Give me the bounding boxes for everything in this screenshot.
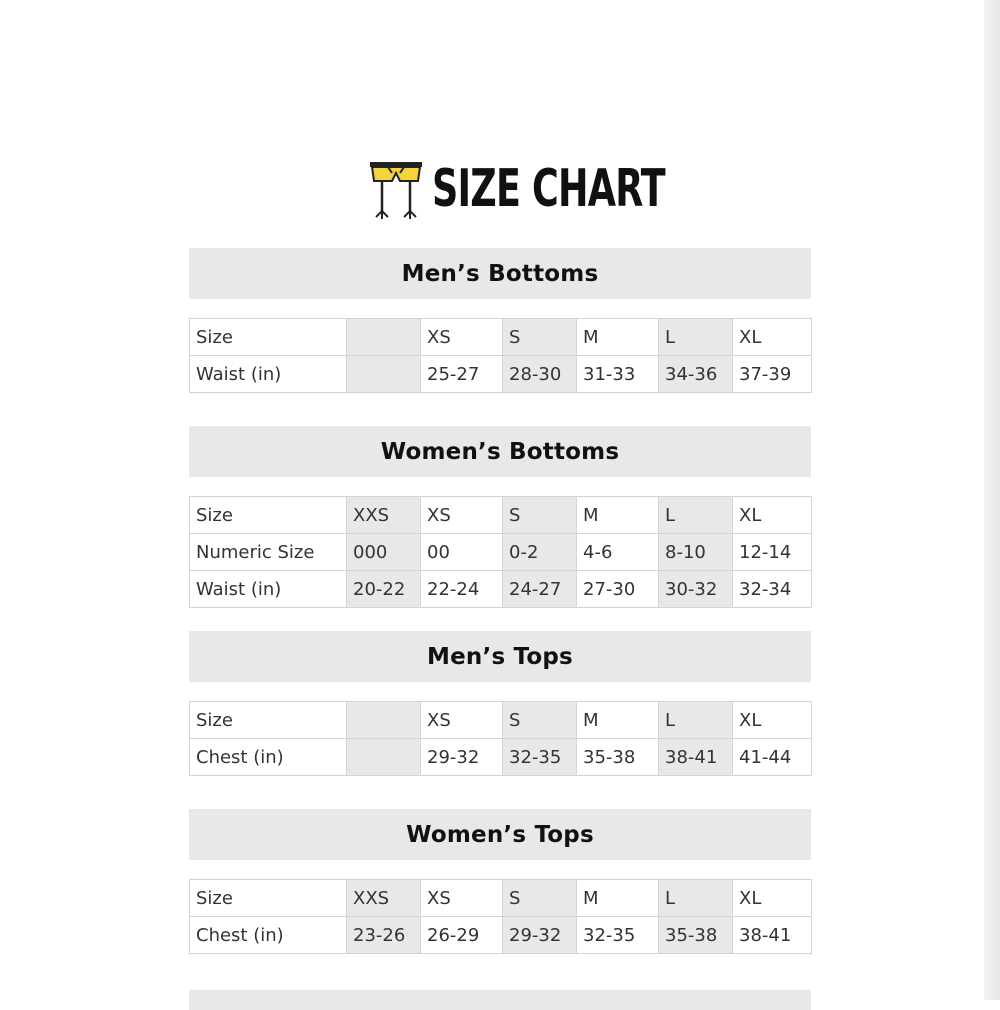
table-cell: XL [733,702,812,739]
table-cell: 0-2 [503,534,577,571]
size-table-womens-tops [189,879,812,954]
table-cell: XS [421,702,503,739]
row-label: Waist (in) [190,356,347,393]
table-cell: 41-44 [733,739,812,776]
table-cell: 37-39 [733,356,812,393]
table-cell: 38-41 [659,739,733,776]
table-cell: XL [733,497,812,534]
table-cell: 32-34 [733,571,812,608]
table-cell: 31-33 [577,356,659,393]
table-cell: 8-10 [659,534,733,571]
size-table-mens-tops [189,701,812,776]
size-table-mens-bottoms [189,318,812,393]
table-cell: 25-27 [421,356,503,393]
section-title: Men’s Tops [427,643,573,670]
size-chart-header [368,155,668,225]
table-cell: 35-38 [659,917,733,954]
table-cell: 35-38 [577,739,659,776]
table-row [190,880,812,917]
row-label: Waist (in) [190,571,347,608]
table-cell: S [503,497,577,534]
table-cell: 38-41 [733,917,812,954]
page-scroll-edge [984,0,1000,1000]
table-cell: XL [733,880,812,917]
table-cell [347,739,421,776]
table-cell: XL [733,319,812,356]
table-cell: M [577,319,659,356]
section-title: Women’s Bottoms [380,438,620,465]
table-cell: L [659,702,733,739]
section-banner-next [189,990,811,1010]
table-row [190,356,812,393]
table-cell: XS [421,319,503,356]
table-cell: 29-32 [503,917,577,954]
table-row [190,739,812,776]
table-cell: XS [421,497,503,534]
table-cell: 30-32 [659,571,733,608]
table-cell: XXS [347,880,421,917]
row-label: Size [190,702,347,739]
row-label: Size [190,319,347,356]
table-cell: S [503,880,577,917]
row-label: Chest (in) [190,739,347,776]
table-cell: 12-14 [733,534,812,571]
section-title: Men’s Bottoms [401,260,599,287]
table-cell [347,702,421,739]
table-cell: M [577,497,659,534]
table-cell: L [659,880,733,917]
row-label: Chest (in) [190,917,347,954]
table-cell [347,356,421,393]
table-cell: 32-35 [503,739,577,776]
section-banner-womens-tops [189,809,811,860]
table-cell: XS [421,880,503,917]
table-cell: 000 [347,534,421,571]
table-cell: 23-26 [347,917,421,954]
table-row [190,702,812,739]
table-cell: 27-30 [577,571,659,608]
page-title: SIZE CHART [432,159,665,219]
section-title: Women’s Tops [406,821,594,848]
size-table-womens-bottoms [189,496,812,608]
table-cell: L [659,319,733,356]
table-cell: 29-32 [421,739,503,776]
table-cell: S [503,319,577,356]
table-row [190,319,812,356]
table-cell: 26-29 [421,917,503,954]
table-cell: M [577,880,659,917]
table-row [190,571,812,608]
yellow-shorts-icon [368,157,424,221]
table-cell: 00 [421,534,503,571]
table-row [190,497,812,534]
table-cell: 22-24 [421,571,503,608]
table-cell: 20-22 [347,571,421,608]
table-cell: S [503,702,577,739]
table-cell: L [659,497,733,534]
table-cell: M [577,702,659,739]
table-cell: 28-30 [503,356,577,393]
section-banner-mens-tops [189,631,811,682]
table-cell: 32-35 [577,917,659,954]
section-banner-mens-bottoms [189,248,811,299]
table-row [190,917,812,954]
table-cell [347,319,421,356]
table-cell: 4-6 [577,534,659,571]
table-row [190,534,812,571]
table-cell: 24-27 [503,571,577,608]
row-label: Size [190,880,347,917]
row-label: Numeric Size [190,534,347,571]
row-label: Size [190,497,347,534]
section-banner-womens-bottoms [189,426,811,477]
table-cell: XXS [347,497,421,534]
table-cell: 34-36 [659,356,733,393]
